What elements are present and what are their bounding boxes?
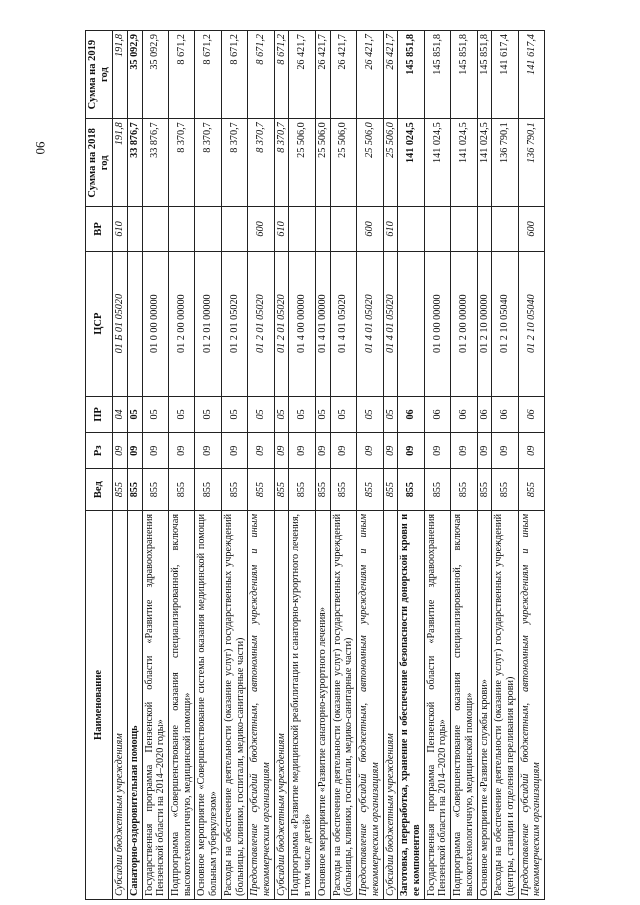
cell-pr: 05 [383, 396, 398, 432]
cell-vr [424, 207, 450, 251]
cell-vr: 600 [518, 207, 544, 251]
table-row [289, 31, 315, 900]
cell-sum2018: 141 024,5 [424, 119, 450, 207]
cell-csr [127, 251, 142, 396]
cell-csr: 01 2 10 00000 [477, 251, 492, 396]
cell-csr: 01 2 01 05020 [221, 251, 247, 396]
header-pr: ПР [86, 396, 113, 432]
cell-vr: 600 [357, 207, 383, 251]
cell-name: Расходы на обеспечение деятельности (оказание услуг) государственных учреждений (центры, станции и отделения переливания крови) [492, 510, 518, 899]
cell-ved: 855 [477, 469, 492, 511]
cell-sum2018: 25 506,0 [357, 119, 383, 207]
cell-name: Государственная программа Пензенской области «Развитие здравоохранения Пензенской области на 2014–2020 годы» [424, 510, 450, 899]
table-row [518, 31, 544, 900]
cell-sum2019: 26 421,7 [289, 31, 315, 119]
cell-name: Государственная программа Пензенской области «Развитие здравоохранения Пензенской области на 2014–2020 годы» [142, 510, 168, 899]
cell-ved: 855 [113, 469, 128, 511]
cell-sum2018: 33 876,7 [127, 119, 142, 207]
cell-ved: 855 [142, 469, 168, 511]
cell-rz: 09 [477, 433, 492, 469]
cell-csr: 01 2 01 00000 [195, 251, 221, 396]
cell-name: Основное мероприятие «Развитие службы крови» [477, 510, 492, 899]
cell-csr: 01 2 00 00000 [169, 251, 195, 396]
cell-name: Подпрограмма «Совершенствование оказания специализированной, включая высокотехнологичную, медицинской помощи» [169, 510, 195, 899]
cell-name: Субсидии бюджетным учреждениям [113, 510, 128, 899]
cell-ved: 855 [492, 469, 518, 511]
cell-rz: 09 [424, 433, 450, 469]
table-row [221, 31, 247, 900]
rotated-table-area [85, 30, 635, 900]
cell-csr: 01 4 01 05020 [383, 251, 398, 396]
cell-sum2018: 141 024,5 [477, 119, 492, 207]
cell-sum2019: 145 851,8 [451, 31, 477, 119]
cell-pr: 05 [221, 396, 247, 432]
cell-sum2019: 191,8 [113, 31, 128, 119]
cell-rz: 09 [169, 433, 195, 469]
table-row [195, 31, 221, 900]
cell-csr: 01 4 01 00000 [315, 251, 330, 396]
cell-pr: 06 [424, 396, 450, 432]
cell-sum2018: 136 790,1 [492, 119, 518, 207]
cell-ved: 855 [248, 469, 274, 511]
table-row [330, 31, 356, 900]
table-row [451, 31, 477, 900]
cell-ved: 855 [330, 469, 356, 511]
cell-vr [451, 207, 477, 251]
header-sum-2018: Сумма на 2018 год [86, 119, 113, 207]
cell-rz: 09 [398, 433, 424, 469]
cell-sum2019: 8 671,2 [248, 31, 274, 119]
cell-sum2019: 26 421,7 [315, 31, 330, 119]
cell-ved: 855 [169, 469, 195, 511]
cell-pr: 05 [274, 396, 289, 432]
cell-sum2018: 141 024,5 [398, 119, 424, 207]
header-csr: ЦСР [86, 251, 113, 396]
cell-pr: 05 [195, 396, 221, 432]
cell-name: Предоставление субсидий бюджетным, автономным учреждениям и иным некоммерческим организациям [518, 510, 544, 899]
cell-rz: 09 [357, 433, 383, 469]
table-row [113, 31, 128, 900]
header-ved: Вед [86, 469, 113, 511]
cell-csr: 01 4 00 00000 [289, 251, 315, 396]
cell-sum2019: 145 851,8 [424, 31, 450, 119]
cell-rz: 09 [315, 433, 330, 469]
cell-rz: 09 [274, 433, 289, 469]
cell-vr: 610 [383, 207, 398, 251]
cell-sum2019: 26 421,7 [357, 31, 383, 119]
cell-sum2019: 8 671,2 [195, 31, 221, 119]
cell-vr [195, 207, 221, 251]
cell-pr: 05 [142, 396, 168, 432]
cell-name: Санаторно-оздоровительная помощь [127, 510, 142, 899]
cell-pr: 06 [451, 396, 477, 432]
cell-rz: 09 [142, 433, 168, 469]
cell-pr: 06 [518, 396, 544, 432]
header-name: Наименование [86, 510, 113, 899]
table-row [274, 31, 289, 900]
cell-rz: 09 [221, 433, 247, 469]
cell-sum2019: 35 092,9 [142, 31, 168, 119]
cell-vr: 610 [113, 207, 128, 251]
cell-sum2019: 26 421,7 [330, 31, 356, 119]
table-body [113, 31, 545, 900]
cell-vr [315, 207, 330, 251]
cell-pr: 05 [169, 396, 195, 432]
cell-csr: 01 2 00 00000 [451, 251, 477, 396]
cell-rz: 09 [127, 433, 142, 469]
header-rz: Рз [86, 433, 113, 469]
cell-sum2018: 8 370,7 [248, 119, 274, 207]
cell-csr: 01 4 01 05020 [357, 251, 383, 396]
cell-ved: 855 [357, 469, 383, 511]
cell-sum2019: 141 617,4 [518, 31, 544, 119]
cell-ved: 855 [424, 469, 450, 511]
header-vr: ВР [86, 207, 113, 251]
cell-name: Основное мероприятие «Развитие санаторно-курортного лечения» [315, 510, 330, 899]
cell-csr: 01 0 00 00000 [424, 251, 450, 396]
cell-vr [169, 207, 195, 251]
cell-name: Предоставление субсидий бюджетным, автономным учреждениям и иным некоммерческим организациям [248, 510, 274, 899]
cell-sum2018: 8 370,7 [274, 119, 289, 207]
table-row [477, 31, 492, 900]
cell-ved: 855 [221, 469, 247, 511]
cell-pr: 05 [289, 396, 315, 432]
cell-vr [221, 207, 247, 251]
cell-pr: 04 [113, 396, 128, 432]
cell-sum2019: 8 671,2 [221, 31, 247, 119]
cell-pr: 06 [398, 396, 424, 432]
cell-ved: 855 [274, 469, 289, 511]
table-row [142, 31, 168, 900]
cell-rz: 09 [248, 433, 274, 469]
cell-sum2018: 8 370,7 [195, 119, 221, 207]
table-header-row [86, 31, 113, 900]
cell-sum2018: 25 506,0 [315, 119, 330, 207]
cell-sum2019: 8 671,2 [274, 31, 289, 119]
cell-rz: 09 [518, 433, 544, 469]
cell-sum2019: 8 671,2 [169, 31, 195, 119]
cell-pr: 06 [492, 396, 518, 432]
cell-vr [142, 207, 168, 251]
cell-sum2018: 8 370,7 [221, 119, 247, 207]
budget-table [85, 30, 545, 900]
cell-sum2019: 141 617,4 [492, 31, 518, 119]
table-row [492, 31, 518, 900]
cell-sum2018: 25 506,0 [383, 119, 398, 207]
cell-vr [492, 207, 518, 251]
header-sum-2019: Сумма на 2019 год [86, 31, 113, 119]
cell-rz: 09 [492, 433, 518, 469]
table-row [248, 31, 274, 900]
cell-csr: 01 2 01 05020 [274, 251, 289, 396]
cell-rz: 09 [330, 433, 356, 469]
cell-ved: 855 [315, 469, 330, 511]
cell-vr [330, 207, 356, 251]
table-row [127, 31, 142, 900]
cell-csr [398, 251, 424, 396]
cell-pr: 05 [315, 396, 330, 432]
cell-ved: 855 [127, 469, 142, 511]
cell-pr: 05 [248, 396, 274, 432]
cell-name: Субсидии бюджетным учреждениям [274, 510, 289, 899]
cell-sum2018: 141 024,5 [451, 119, 477, 207]
cell-vr [289, 207, 315, 251]
cell-ved: 855 [289, 469, 315, 511]
cell-sum2018: 33 876,7 [142, 119, 168, 207]
table-row [169, 31, 195, 900]
cell-sum2019: 145 851,8 [398, 31, 424, 119]
page-number: 90 [33, 141, 48, 155]
cell-ved: 855 [451, 469, 477, 511]
cell-rz: 09 [113, 433, 128, 469]
cell-vr [127, 207, 142, 251]
cell-name: Основное мероприятие «Совершенствование системы оказания медицинской помощи больным туберкулезом» [195, 510, 221, 899]
cell-sum2018: 25 506,0 [289, 119, 315, 207]
cell-sum2018: 191,8 [113, 119, 128, 207]
cell-vr: 610 [274, 207, 289, 251]
cell-sum2018: 8 370,7 [169, 119, 195, 207]
cell-csr: 01 Б 01 05020 [113, 251, 128, 396]
cell-sum2019: 26 421,7 [383, 31, 398, 119]
cell-sum2018: 136 790,1 [518, 119, 544, 207]
cell-pr: 05 [127, 396, 142, 432]
table-row [398, 31, 424, 900]
cell-name: Субсидии бюджетным учреждениям [383, 510, 398, 899]
cell-name: Расходы на обеспечение деятельности (оказание услуг) государственных учреждений (больницы, клиники, госпитали, медико-санитарные части) [330, 510, 356, 899]
cell-ved: 855 [195, 469, 221, 511]
table-row [424, 31, 450, 900]
table-row [383, 31, 398, 900]
cell-vr [398, 207, 424, 251]
rotated-content [85, 30, 635, 900]
table-row [315, 31, 330, 900]
table-row [357, 31, 383, 900]
cell-csr: 01 2 10 05040 [518, 251, 544, 396]
cell-vr [477, 207, 492, 251]
cell-pr: 05 [357, 396, 383, 432]
cell-pr: 06 [477, 396, 492, 432]
cell-rz: 09 [195, 433, 221, 469]
cell-csr: 01 4 01 05020 [330, 251, 356, 396]
cell-sum2018: 25 506,0 [330, 119, 356, 207]
cell-name: Заготовка, переработка, хранение и обеспечение безопасности донорской крови и ее компонентов [398, 510, 424, 899]
cell-sum2019: 145 851,8 [477, 31, 492, 119]
cell-csr: 01 0 00 00000 [142, 251, 168, 396]
cell-name: Подпрограмма «Совершенствование оказания специализированной, включая высокотехнологичную, медицинской помощи» [451, 510, 477, 899]
cell-name: Расходы на обеспечение деятельности (оказание услуг) государственных учреждений (больницы, клиники, госпитали, медико-санитарные части) [221, 510, 247, 899]
cell-ved: 855 [398, 469, 424, 511]
cell-vr: 600 [248, 207, 274, 251]
cell-pr: 05 [330, 396, 356, 432]
cell-rz: 09 [451, 433, 477, 469]
cell-ved: 855 [518, 469, 544, 511]
cell-csr: 01 2 10 05040 [492, 251, 518, 396]
cell-name: Подпрограмма «Развитие медицинской реабилитации и санаторно-курортного лечения, в том числе детей» [289, 510, 315, 899]
cell-ved: 855 [383, 469, 398, 511]
cell-sum2019: 35 092,9 [127, 31, 142, 119]
cell-rz: 09 [383, 433, 398, 469]
cell-rz: 09 [289, 433, 315, 469]
cell-name: Предоставление субсидий бюджетным, автономным учреждениям и иным некоммерческим организациям [357, 510, 383, 899]
cell-csr: 01 2 01 05020 [248, 251, 274, 396]
